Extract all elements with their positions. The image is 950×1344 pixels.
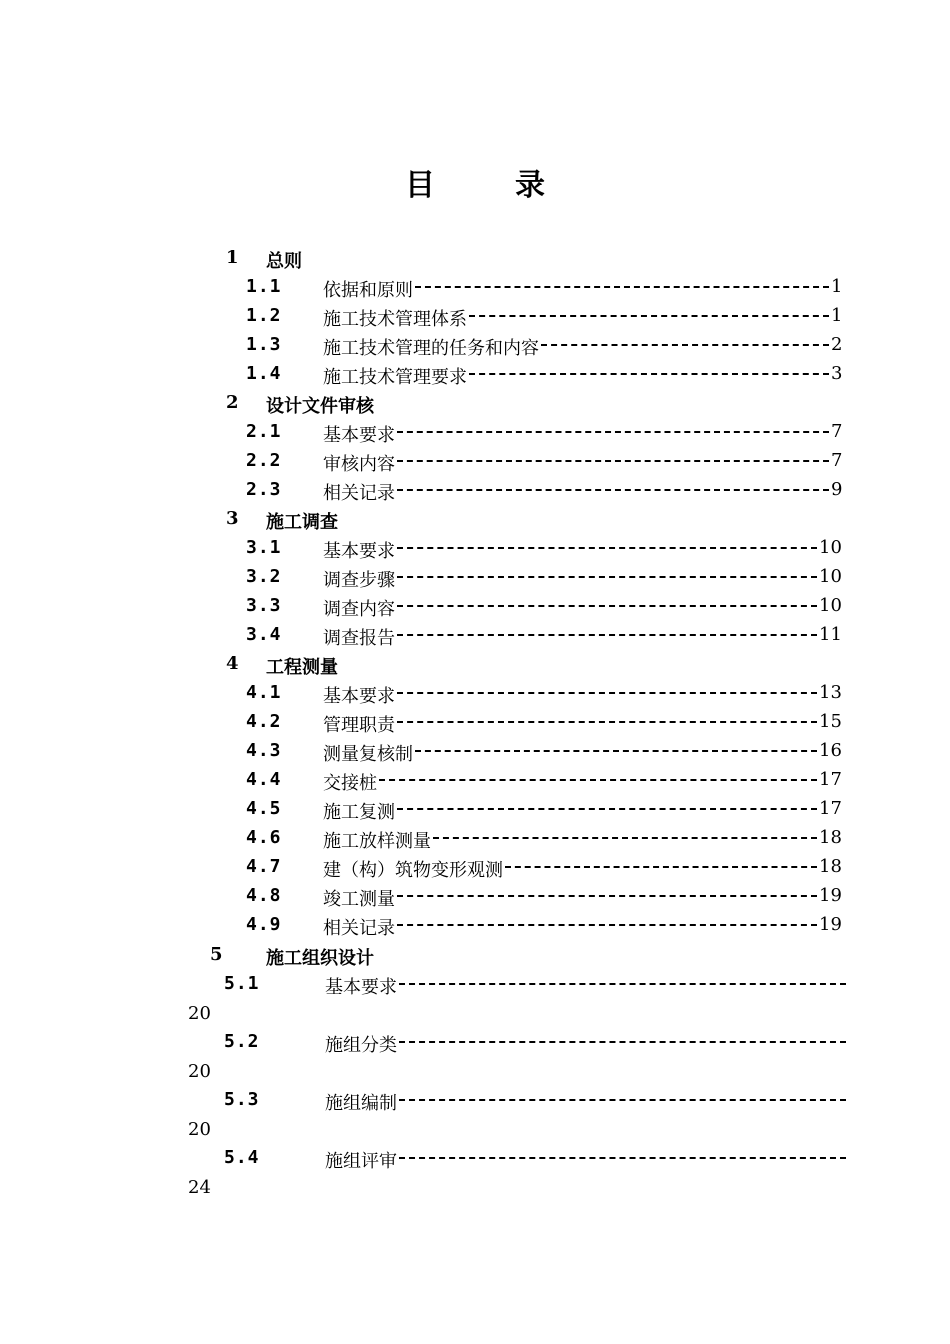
toc-leader-dots [379,779,817,781]
toc-section-label: 施工放样测量 [323,831,431,852]
toc-leader-dots [397,634,817,636]
toc-section-row [246,595,846,621]
toc-section-number: 1.2 [246,305,282,326]
toc-page-number: 11 [819,624,842,645]
toc-chapter-number: 4 [226,653,239,674]
toc-leader-dots [397,808,817,810]
toc-section-row [246,450,846,476]
toc-section-label: 依据和原则 [323,280,413,301]
toc-leader-dots [469,373,829,375]
toc-section-number: 2.2 [246,450,282,471]
toc-section-label: 管理职责 [323,715,395,736]
toc-page-number: 10 [819,566,842,587]
toc-leader-dots [469,315,829,317]
toc-section-number: 4.9 [246,914,282,935]
toc-section-number: 4.2 [246,711,282,732]
toc-section-label: 施工技术管理体系 [323,309,467,330]
toc-page-number: 1 [831,276,843,297]
toc-chapter-row [226,392,526,418]
toc-section-label: 交接桩 [323,773,377,794]
toc-section-row [246,711,846,737]
toc-section-number: 2.3 [246,479,282,500]
toc-section-row [246,276,846,302]
toc-section-row [246,885,846,911]
toc-section-label: 基本要求 [323,541,395,562]
toc-leader-dots [397,605,817,607]
toc-section-row [246,914,846,940]
toc-chapter-row [210,944,510,970]
toc-section-row [246,827,846,853]
toc-leader-dots [399,983,846,985]
toc-chapter-number: 5 [210,944,223,965]
toc-section-label: 施工技术管理要求 [323,367,467,388]
toc-section-label: 相关记录 [323,483,395,504]
toc-section-row [246,305,846,331]
toc-chapter-number: 2 [226,392,239,413]
toc-section-number: 5.3 [224,1089,260,1110]
toc-section-label: 施工复测 [323,802,395,823]
toc-section-row [246,334,846,360]
toc-section-row [224,1147,850,1173]
toc-section-row [224,973,850,999]
toc-section-number: 4.5 [246,798,282,819]
toc-section-number: 4.6 [246,827,282,848]
toc-section-number: 5.2 [224,1031,260,1052]
toc-section-number: 2.1 [246,421,282,442]
toc-page-number: 18 [819,856,842,877]
toc-page-number: 15 [819,711,842,732]
toc-page-number: 13 [819,682,842,703]
toc-leader-dots [397,576,817,578]
toc-leader-dots [397,895,817,897]
toc-chapter-row [226,508,526,534]
toc-section-label: 审核内容 [323,454,395,475]
toc-section-number: 1.4 [246,363,282,384]
toc-section-number: 4.1 [246,682,282,703]
toc-chapter-label: 施工调查 [266,512,338,533]
toc-page-number: 19 [819,885,842,906]
toc-chapter-label: 工程测量 [266,657,338,678]
toc-page-number: 17 [819,798,842,819]
toc-page-number: 1 [831,305,843,326]
toc-section-row [246,682,846,708]
toc-page-number: 9 [831,479,843,500]
toc-section-number: 3.2 [246,566,282,587]
toc-chapter-row [226,653,526,679]
toc-leader-dots [433,837,817,839]
toc-leader-dots [397,547,817,549]
toc-section-label: 建（构）筑物变形观测 [323,860,503,881]
toc-chapter-label: 设计文件审核 [266,396,374,417]
toc-section-number: 1.1 [246,276,282,297]
toc-section-label: 基本要求 [323,425,395,446]
toc-section-number: 4.8 [246,885,282,906]
toc-section-number: 5.1 [224,973,260,994]
toc-leader-dots [397,431,829,433]
toc-page-number: 3 [831,363,843,384]
toc-page-number: 20 [188,1061,211,1082]
toc-section-row [246,421,846,447]
toc-leader-dots [505,866,817,868]
toc-leader-dots [397,460,829,462]
toc-page-number: 16 [819,740,842,761]
toc-section-label: 施工技术管理的任务和内容 [323,338,539,359]
toc-section-label: 调查内容 [323,599,395,620]
toc-leader-dots [399,1099,846,1101]
toc-section-label: 基本要求 [325,977,397,998]
toc-page-number: 17 [819,769,842,790]
toc-section-label: 测量复核制 [323,744,413,765]
toc-page-number: 7 [831,421,843,442]
toc-title [0,160,950,204]
toc-leader-dots [397,489,829,491]
toc-section-label: 施组评审 [325,1151,397,1172]
toc-section-row [224,1031,850,1057]
toc-section-row [246,740,846,766]
toc-page-number: 18 [819,827,842,848]
toc-section-label: 相关记录 [323,918,395,939]
toc-chapter-number: 3 [226,508,239,529]
toc-section-number: 3.1 [246,537,282,558]
toc-page-number: 10 [819,537,842,558]
toc-leader-dots [415,286,829,288]
toc-section-number: 3.3 [246,595,282,616]
toc-section-number: 3.4 [246,624,282,645]
toc-section-row [246,537,846,563]
toc-title-right: 录 [515,168,545,203]
toc-page-number: 20 [188,1003,211,1024]
toc-leader-dots [541,344,829,346]
toc-section-row [246,363,846,389]
toc-page-number: 10 [819,595,842,616]
toc-section-row [246,856,846,882]
toc-section-row [246,624,846,650]
toc-chapter-number: 1 [226,247,239,268]
toc-section-number: 4.4 [246,769,282,790]
toc-leader-dots [399,1041,846,1043]
toc-section-label: 施组编制 [325,1093,397,1114]
toc-chapter-row [226,247,526,273]
toc-section-row [246,769,846,795]
toc-page-number: 7 [831,450,843,471]
toc-section-label: 调查步骤 [323,570,395,591]
toc-section-row [224,1089,850,1115]
toc-section-number: 5.4 [224,1147,260,1168]
toc-section-row [246,479,846,505]
toc-section-row [246,566,846,592]
toc-chapter-label: 施工组织设计 [266,948,374,969]
toc-section-number: 4.3 [246,740,282,761]
toc-section-label: 基本要求 [323,686,395,707]
toc-section-label: 调查报告 [323,628,395,649]
toc-leader-dots [397,692,817,694]
toc-leader-dots [415,750,817,752]
toc-page-number: 24 [188,1177,211,1198]
toc-leader-dots [399,1157,846,1159]
toc-section-row [246,798,846,824]
toc-section-number: 1.3 [246,334,282,355]
toc-page-number: 2 [831,334,843,355]
toc-title-left: 目 [405,168,435,203]
toc-chapter-label: 总则 [266,251,302,272]
toc-leader-dots [397,924,817,926]
toc-page-number: 19 [819,914,842,935]
toc-section-label: 竣工测量 [323,889,395,910]
toc-section-label: 施组分类 [325,1035,397,1056]
toc-section-number: 4.7 [246,856,282,877]
toc-leader-dots [397,721,817,723]
toc-page-number: 20 [188,1119,211,1140]
